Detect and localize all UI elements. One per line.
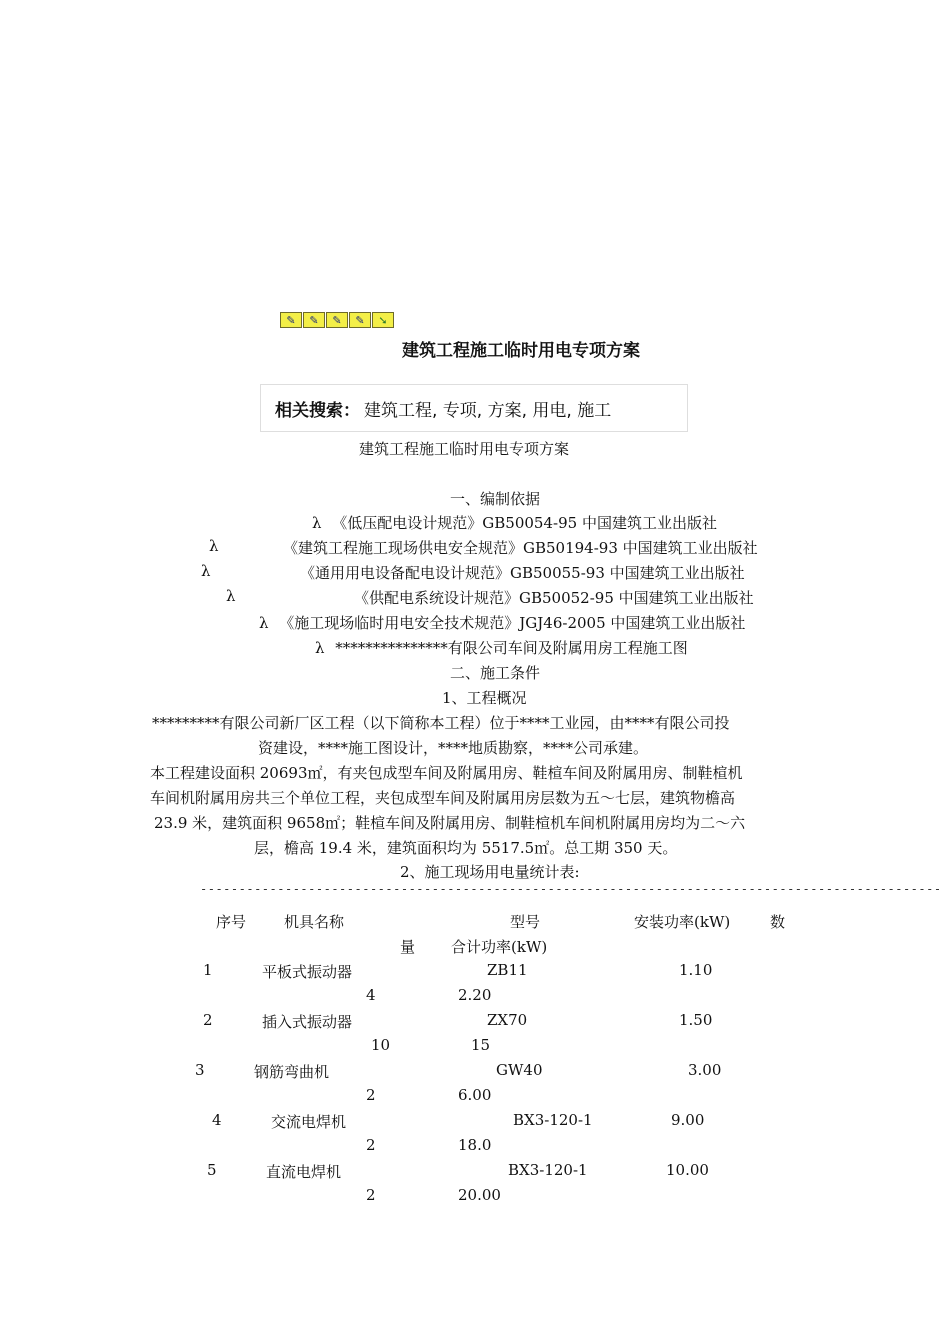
table-cell-total: 20.00	[458, 1186, 501, 1204]
reference-text: 《施工现场临时用电安全技术规范》JGJ46-2005 中国建筑工业出版社	[279, 614, 746, 632]
table-cell-total: 18.0	[458, 1136, 492, 1154]
bullet: λ	[209, 537, 219, 555]
reference-text: 《供配电系统设计规范》GB50052-95 中国建筑工业出版社	[354, 589, 754, 607]
table-cell-name: 交流电焊机	[271, 1113, 347, 1131]
paragraph-line: 层，檐高 19.4 米，建筑面积均为 5517.5㎡。总工期 350 天。	[254, 839, 678, 857]
pencil-icon[interactable]: ✎	[280, 312, 302, 328]
arrow-icon[interactable]: ➘	[372, 312, 394, 328]
table-cell-qty: 2	[366, 1186, 376, 1204]
table-header-power: 安装功率(kW)	[634, 913, 731, 931]
table-cell-power: 1.10	[679, 961, 713, 979]
table-header-no: 序号	[216, 913, 247, 931]
table-cell-qty: 10	[371, 1036, 391, 1054]
table-cell-name: 插入式振动器	[262, 1013, 353, 1031]
pencil-icon[interactable]: ✎	[326, 312, 348, 328]
table-cell-qty: 2	[366, 1136, 376, 1154]
table-cell-power: 3.00	[688, 1061, 722, 1079]
table-header-qty-cont: 量	[400, 938, 416, 956]
subsection-heading: 1、工程概况	[442, 689, 527, 707]
table-cell-model: ZX70	[487, 1011, 528, 1029]
bullet: λ	[201, 562, 211, 580]
table-header-total: 合计功率(kW)	[451, 938, 548, 956]
table-cell-power: 1.50	[679, 1011, 713, 1029]
related-search-box	[260, 384, 688, 432]
table-cell-power: 9.00	[671, 1111, 705, 1129]
pencil-icon[interactable]: ✎	[303, 312, 325, 328]
table-divider: ------------------------------------------------------------------------------------------------	[200, 882, 942, 896]
paragraph-line: 23.9 米，建筑面积 9658㎡；鞋楦车间及附属用房、制鞋楦机车间机附属用房均为二～六	[154, 814, 746, 832]
table-cell-no: 5	[207, 1161, 217, 1179]
doc-subtitle: 建筑工程施工临时用电专项方案	[359, 440, 570, 458]
section-heading-2: 二、施工条件	[450, 664, 541, 682]
table-cell-name: 钢筋弯曲机	[254, 1063, 330, 1081]
table-cell-name: 平板式振动器	[262, 963, 353, 981]
table-cell-name: 直流电焊机	[266, 1163, 342, 1181]
reference-text: 《建筑工程施工现场供电安全规范》GB50194-93 中国建筑工业出版社	[283, 539, 758, 557]
paragraph-line: 车间机附属用房共三个单位工程，夹包成型车间及附属用房层数为五～七层，建筑物檐高	[150, 789, 736, 807]
table-cell-total: 2.20	[458, 986, 492, 1004]
bullet: λ	[312, 514, 322, 532]
table-cell-total: 6.00	[458, 1086, 492, 1104]
table-cell-total: 15	[471, 1036, 491, 1054]
table-cell-model: GW40	[496, 1061, 543, 1079]
page-title: 建筑工程施工临时用电专项方案	[402, 341, 640, 361]
reference-item	[259, 612, 745, 633]
paragraph-line: 本工程建设面积 20693㎡，有夹包成型车间及附属用房、鞋楦车间及附属用房、制鞋楦机	[150, 764, 743, 782]
bullet: λ	[315, 639, 325, 657]
paragraph-line: 资建设，****施工图设计，****地质勘察，****公司承建。	[258, 739, 649, 757]
table-header-model: 型号	[510, 913, 541, 931]
pencil-icon[interactable]: ✎	[349, 312, 371, 328]
table-cell-power: 10.00	[666, 1161, 709, 1179]
reference-text: 《低压配电设计规范》GB50054-95 中国建筑工业出版社	[332, 514, 717, 532]
table-cell-qty: 2	[366, 1086, 376, 1104]
table-header-name: 机具名称	[284, 913, 345, 931]
table-cell-model: BX3-120-1	[508, 1161, 588, 1179]
related-search-label: 相关搜索：	[275, 400, 360, 421]
table-cell-no: 1	[203, 961, 213, 979]
reference-text: ***************有限公司车间及附属用房工程施工图	[335, 639, 688, 657]
subsection-heading: 2、施工现场用电量统计表:	[400, 863, 580, 881]
table-cell-no: 3	[195, 1061, 205, 1079]
reference-item	[312, 512, 717, 533]
table-cell-qty: 4	[366, 986, 376, 1004]
section-heading-1: 一、编制依据	[450, 490, 541, 508]
table-cell-no: 4	[212, 1111, 222, 1129]
toolbar-icons	[280, 312, 394, 328]
table-cell-model: BX3-120-1	[513, 1111, 593, 1129]
bullet: λ	[259, 614, 269, 632]
reference-text: 《通用用电设备配电设计规范》GB50055-93 中国建筑工业出版社	[300, 564, 745, 582]
paragraph-line: *********有限公司新厂区工程（以下简称本工程）位于****工业园，由****有限公司投	[152, 714, 730, 732]
table-header-qty: 数	[770, 913, 786, 931]
table-cell-no: 2	[203, 1011, 213, 1029]
table-cell-model: ZB11	[487, 961, 528, 979]
related-search-terms[interactable]: 建筑工程, 专项, 方案, 用电, 施工	[364, 400, 612, 421]
bullet: λ	[226, 587, 236, 605]
reference-item	[315, 637, 688, 658]
